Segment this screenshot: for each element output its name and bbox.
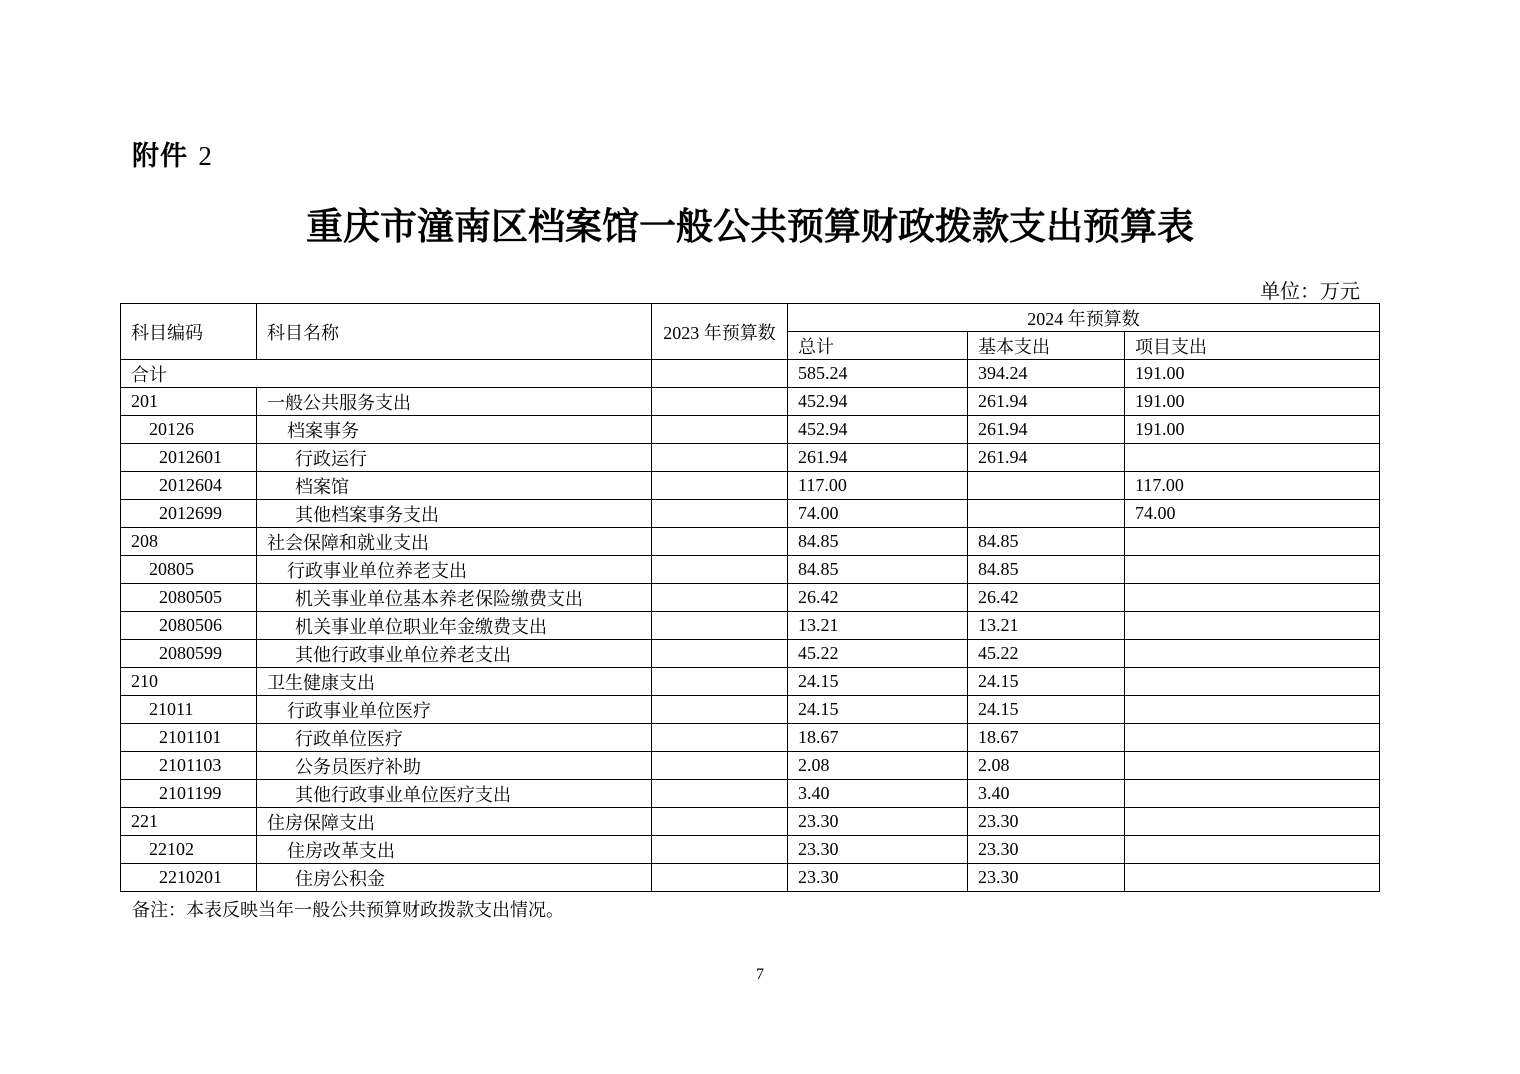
cell-name: 住房公积金 bbox=[257, 864, 652, 892]
cell-budget-2023 bbox=[652, 472, 788, 500]
cell-budget-2023 bbox=[652, 500, 788, 528]
cell-budget-2023 bbox=[652, 640, 788, 668]
table-row bbox=[121, 416, 1380, 444]
cell-project: 117.00 bbox=[1125, 472, 1380, 500]
cell-total: 18.67 bbox=[788, 724, 968, 752]
cell-name: 一般公共服务支出 bbox=[257, 388, 652, 416]
cell-basic: 24.15 bbox=[968, 668, 1125, 696]
table-row bbox=[121, 780, 1380, 808]
cell-total: 452.94 bbox=[788, 388, 968, 416]
cell-name: 其他行政事业单位养老支出 bbox=[257, 640, 652, 668]
total-basic: 394.24 bbox=[968, 360, 1125, 388]
header-row-1 bbox=[121, 304, 1380, 332]
header-name: 科目名称 bbox=[257, 304, 652, 360]
cell-name: 住房改革支出 bbox=[257, 836, 652, 864]
cell-name: 机关事业单位职业年金缴费支出 bbox=[257, 612, 652, 640]
header-total: 总计 bbox=[788, 332, 968, 360]
table-row bbox=[121, 472, 1380, 500]
cell-basic: 23.30 bbox=[968, 808, 1125, 836]
cell-total: 117.00 bbox=[788, 472, 968, 500]
cell-project bbox=[1125, 444, 1380, 472]
cell-code: 21011 bbox=[121, 696, 257, 724]
cell-total: 261.94 bbox=[788, 444, 968, 472]
cell-name: 行政事业单位医疗 bbox=[257, 696, 652, 724]
table-row bbox=[121, 864, 1380, 892]
cell-name: 其他档案事务支出 bbox=[257, 500, 652, 528]
cell-project bbox=[1125, 612, 1380, 640]
cell-name: 社会保障和就业支出 bbox=[257, 528, 652, 556]
cell-project bbox=[1125, 556, 1380, 584]
cell-code: 210 bbox=[121, 668, 257, 696]
cell-basic: 84.85 bbox=[968, 528, 1125, 556]
document-title: 重庆市潼南区档案馆一般公共预算财政拨款支出预算表 bbox=[306, 204, 1194, 248]
cell-budget-2023 bbox=[652, 836, 788, 864]
cell-budget-2023 bbox=[652, 808, 788, 836]
cell-project bbox=[1125, 668, 1380, 696]
cell-budget-2023 bbox=[652, 444, 788, 472]
total-label: 合计 bbox=[121, 360, 652, 388]
table-row bbox=[121, 612, 1380, 640]
cell-code: 2101101 bbox=[121, 724, 257, 752]
header-code: 科目编码 bbox=[121, 304, 257, 360]
cell-code: 20126 bbox=[121, 416, 257, 444]
cell-budget-2023 bbox=[652, 696, 788, 724]
cell-code: 201 bbox=[121, 388, 257, 416]
cell-basic: 261.94 bbox=[968, 388, 1125, 416]
cell-total: 23.30 bbox=[788, 808, 968, 836]
cell-project bbox=[1125, 584, 1380, 612]
cell-total: 24.15 bbox=[788, 668, 968, 696]
cell-budget-2023 bbox=[652, 528, 788, 556]
table-row bbox=[121, 584, 1380, 612]
budget-table bbox=[120, 303, 1380, 892]
cell-name: 行政事业单位养老支出 bbox=[257, 556, 652, 584]
cell-total: 74.00 bbox=[788, 500, 968, 528]
cell-budget-2023 bbox=[652, 612, 788, 640]
cell-project bbox=[1125, 752, 1380, 780]
cell-total: 84.85 bbox=[788, 556, 968, 584]
cell-code: 208 bbox=[121, 528, 257, 556]
cell-total: 452.94 bbox=[788, 416, 968, 444]
cell-total: 3.40 bbox=[788, 780, 968, 808]
cell-project: 191.00 bbox=[1125, 388, 1380, 416]
cell-budget-2023 bbox=[652, 668, 788, 696]
cell-total: 23.30 bbox=[788, 864, 968, 892]
footnote: 备注：本表反映当年一般公共预算财政拨款支出情况。 bbox=[132, 900, 564, 920]
cell-project bbox=[1125, 836, 1380, 864]
table-row bbox=[121, 668, 1380, 696]
cell-basic: 18.67 bbox=[968, 724, 1125, 752]
cell-basic: 261.94 bbox=[968, 444, 1125, 472]
table-row bbox=[121, 836, 1380, 864]
cell-code: 20805 bbox=[121, 556, 257, 584]
cell-basic: 24.15 bbox=[968, 696, 1125, 724]
attachment-number: 2 bbox=[198, 141, 213, 171]
cell-code: 2210201 bbox=[121, 864, 257, 892]
cell-project bbox=[1125, 528, 1380, 556]
cell-name: 档案事务 bbox=[257, 416, 652, 444]
cell-total: 45.22 bbox=[788, 640, 968, 668]
total-project: 191.00 bbox=[1125, 360, 1380, 388]
cell-name: 其他行政事业单位医疗支出 bbox=[257, 780, 652, 808]
table-row bbox=[121, 556, 1380, 584]
table-row bbox=[121, 752, 1380, 780]
cell-basic: 45.22 bbox=[968, 640, 1125, 668]
header-budget-2023: 2023 年预算数 bbox=[652, 304, 788, 360]
cell-total: 23.30 bbox=[788, 836, 968, 864]
cell-budget-2023 bbox=[652, 584, 788, 612]
cell-project bbox=[1125, 780, 1380, 808]
cell-budget-2023 bbox=[652, 388, 788, 416]
cell-total: 2.08 bbox=[788, 752, 968, 780]
table-row bbox=[121, 696, 1380, 724]
total-row bbox=[121, 360, 1380, 388]
cell-basic: 2.08 bbox=[968, 752, 1125, 780]
cell-name: 档案馆 bbox=[257, 472, 652, 500]
cell-budget-2023 bbox=[652, 864, 788, 892]
table-row bbox=[121, 500, 1380, 528]
cell-project: 74.00 bbox=[1125, 500, 1380, 528]
attachment-label-text: 附件 bbox=[132, 141, 188, 172]
header-project: 项目支出 bbox=[1125, 332, 1380, 360]
cell-budget-2023 bbox=[652, 416, 788, 444]
cell-basic bbox=[968, 500, 1125, 528]
cell-total: 84.85 bbox=[788, 528, 968, 556]
attachment-label bbox=[132, 134, 213, 173]
total-total: 585.24 bbox=[788, 360, 968, 388]
cell-code: 2080599 bbox=[121, 640, 257, 668]
cell-code: 22102 bbox=[121, 836, 257, 864]
cell-project bbox=[1125, 808, 1380, 836]
cell-code: 2012699 bbox=[121, 500, 257, 528]
table-row bbox=[121, 388, 1380, 416]
cell-code: 2101199 bbox=[121, 780, 257, 808]
header-basic: 基本支出 bbox=[968, 332, 1125, 360]
cell-budget-2023 bbox=[652, 724, 788, 752]
table-row bbox=[121, 724, 1380, 752]
cell-project bbox=[1125, 696, 1380, 724]
cell-name: 机关事业单位基本养老保险缴费支出 bbox=[257, 584, 652, 612]
cell-code: 2012604 bbox=[121, 472, 257, 500]
cell-basic: 261.94 bbox=[968, 416, 1125, 444]
cell-project bbox=[1125, 724, 1380, 752]
cell-budget-2023 bbox=[652, 556, 788, 584]
cell-total: 24.15 bbox=[788, 696, 968, 724]
cell-basic bbox=[968, 472, 1125, 500]
cell-name: 住房保障支出 bbox=[257, 808, 652, 836]
table-row bbox=[121, 528, 1380, 556]
table-row bbox=[121, 808, 1380, 836]
cell-total: 26.42 bbox=[788, 584, 968, 612]
unit-label: 单位：万元 bbox=[1260, 281, 1360, 303]
page-number: 7 bbox=[756, 966, 764, 983]
cell-project bbox=[1125, 640, 1380, 668]
cell-basic: 84.85 bbox=[968, 556, 1125, 584]
cell-name: 公务员医疗补助 bbox=[257, 752, 652, 780]
cell-basic: 13.21 bbox=[968, 612, 1125, 640]
cell-basic: 3.40 bbox=[968, 780, 1125, 808]
cell-budget-2023 bbox=[652, 780, 788, 808]
cell-code: 2080506 bbox=[121, 612, 257, 640]
cell-code: 221 bbox=[121, 808, 257, 836]
cell-code: 2080505 bbox=[121, 584, 257, 612]
cell-name: 卫生健康支出 bbox=[257, 668, 652, 696]
cell-name: 行政单位医疗 bbox=[257, 724, 652, 752]
cell-project: 191.00 bbox=[1125, 416, 1380, 444]
cell-code: 2012601 bbox=[121, 444, 257, 472]
total-budget-2023 bbox=[652, 360, 788, 388]
table-row bbox=[121, 640, 1380, 668]
cell-basic: 26.42 bbox=[968, 584, 1125, 612]
table-row bbox=[121, 444, 1380, 472]
cell-project bbox=[1125, 864, 1380, 892]
cell-budget-2023 bbox=[652, 752, 788, 780]
header-budget-2024: 2024 年预算数 bbox=[788, 304, 1380, 332]
cell-code: 2101103 bbox=[121, 752, 257, 780]
cell-basic: 23.30 bbox=[968, 836, 1125, 864]
cell-total: 13.21 bbox=[788, 612, 968, 640]
cell-name: 行政运行 bbox=[257, 444, 652, 472]
cell-basic: 23.30 bbox=[968, 864, 1125, 892]
